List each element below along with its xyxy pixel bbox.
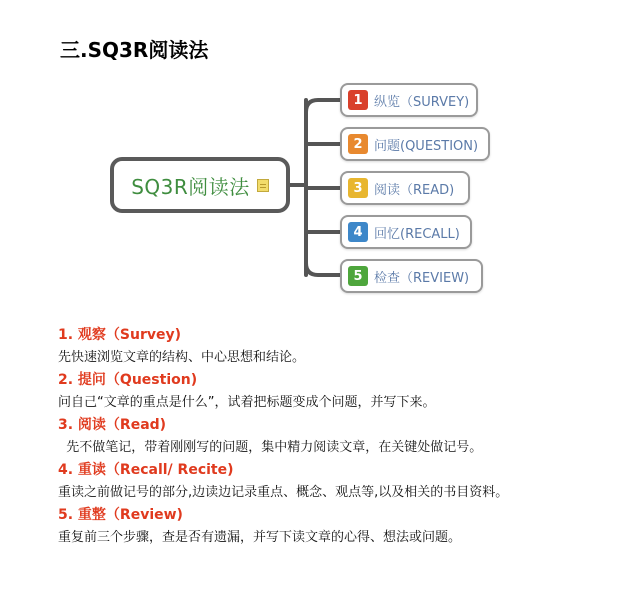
branch-label: 阅读（READ) xyxy=(374,182,455,198)
connector-trunk xyxy=(290,100,306,275)
badge-3: 3 xyxy=(348,178,368,198)
branch-label: 检查（REVIEW) xyxy=(374,270,470,286)
connector-branch-5 xyxy=(306,263,340,275)
step-heading-read: 3. 阅读（Read) xyxy=(58,417,167,433)
branch-label: 纵览（SURVEY) xyxy=(374,94,470,110)
step-heading-survey: 1. 观察（Survey) xyxy=(58,327,182,343)
step-text-survey: 先快速浏览文章的结构、中心思想和结论。 xyxy=(58,350,306,365)
branch-recall xyxy=(340,215,472,249)
badge-5: 5 xyxy=(348,266,368,286)
note-icon xyxy=(257,179,269,192)
step-heading-review: 5. 重整（Review) xyxy=(58,507,183,523)
branch-question xyxy=(340,127,490,161)
step-text-read: 先不做笔记，带着刚刚写的问题，集中精力阅读文章，在关键处做记号。 xyxy=(58,440,483,455)
badge-2: 2 xyxy=(348,134,368,154)
badge-1: 1 xyxy=(348,90,368,110)
branch-survey xyxy=(340,83,478,117)
root-label: SQ3R阅读法 xyxy=(131,174,250,199)
page-title: 三.SQ3R阅读法 xyxy=(60,38,209,62)
step-heading-recall: 4. 重读（Recall/ Recite) xyxy=(58,462,234,478)
connector-branch-1 xyxy=(306,100,340,112)
branch-read xyxy=(340,171,470,205)
badge-4: 4 xyxy=(348,222,368,242)
branch-review xyxy=(340,259,483,293)
step-text-review: 重复前三个步骤，查是否有遗漏，并写下读文章的心得、想法或问题。 xyxy=(58,530,462,545)
steps-description xyxy=(58,324,618,549)
step-text-recall: 重读之前做记号的部分,边读边记录重点、概念、观点等,以及相关的书目资料。 xyxy=(58,485,509,500)
branch-label: 回忆(RECALL) xyxy=(374,226,460,242)
step-heading-question: 2. 提问（Question) xyxy=(58,372,198,388)
step-text-question: 问自己“文章的重点是什么”，试着把标题变成个问题，并写下来。 xyxy=(58,395,436,410)
branch-label: 问题(QUESTION) xyxy=(374,138,479,154)
mindmap-root-node xyxy=(110,157,290,213)
